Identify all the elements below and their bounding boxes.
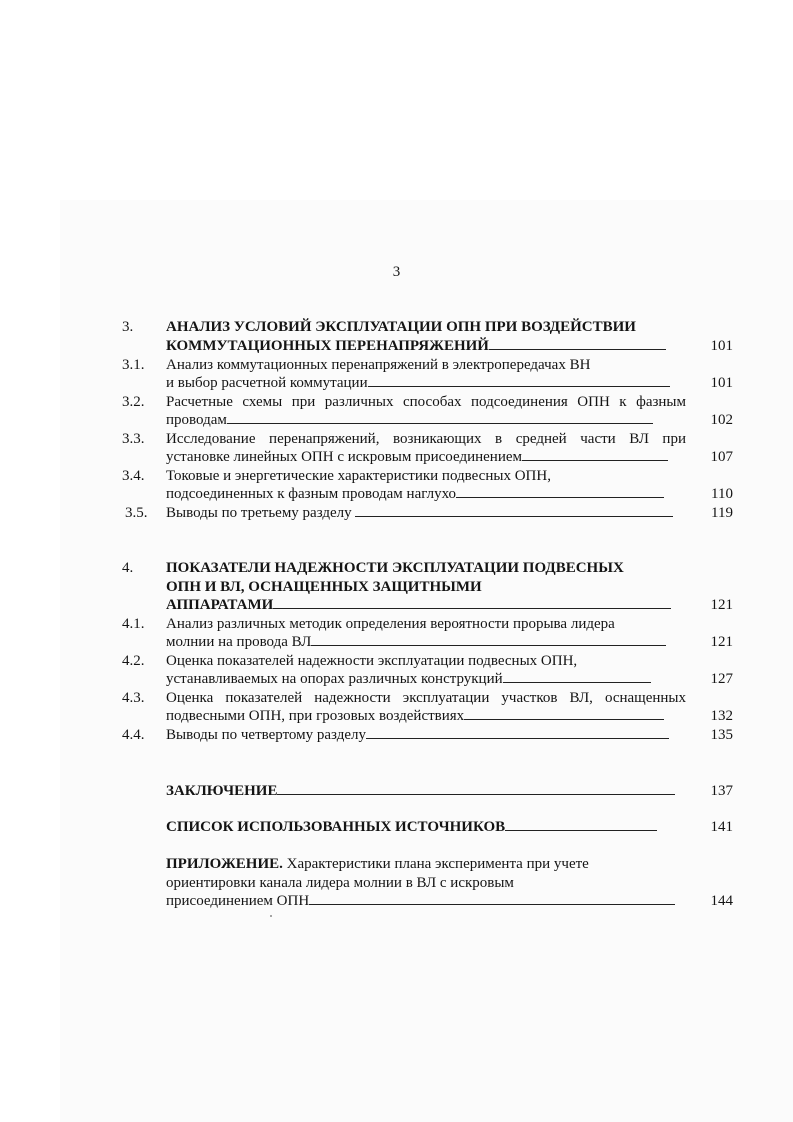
toc-appendix-line2 [0, 874, 793, 893]
toc-chapter-3-line2 [0, 337, 793, 356]
scan-speck [270, 915, 272, 917]
toc-item-4-1 [0, 615, 793, 634]
toc-chapter-title: АНАЛИЗ УСЛОВИЙ ЭКСПЛУАТАЦИИ ОПН ПРИ ВОЗДЕЙСТВИИ [166, 319, 636, 335]
toc-num: 3.1. [122, 357, 145, 373]
toc-page: 110 [711, 486, 733, 502]
leader-line [311, 633, 666, 646]
toc-conclusion [0, 782, 793, 801]
toc-page: 121 [710, 634, 733, 650]
toc-num: 4.2. [122, 653, 145, 669]
toc-entry-text: устанавливаемых на опорах различных конструкций [166, 671, 503, 687]
toc-page: 137 [710, 783, 733, 799]
toc-num: 4. [122, 560, 134, 576]
toc-entry-text: Оценка показателей надежности эксплуатации подвесных ОПН, [166, 653, 578, 669]
toc-entry-text: присоединением ОПН [166, 893, 310, 909]
toc-references [0, 818, 793, 837]
toc-item-3-5 [0, 504, 793, 523]
toc-item-3-3-cont [0, 448, 793, 467]
toc-chapter-title: СПИСОК ИСПОЛЬЗОВАННЫХ ИСТОЧНИКОВ [166, 819, 506, 835]
toc-chapter-4-line3 [0, 596, 793, 615]
toc-entry-text: установке линейных ОПН с искровым присоединением [166, 449, 523, 465]
toc-item-3-4 [0, 467, 793, 486]
toc-page: 101 [710, 375, 733, 391]
toc-num: 3.2. [122, 394, 145, 410]
toc-appendix-line3 [0, 892, 793, 911]
toc-entry-text: Анализ различных методик определения вероятности прорыва лидера [166, 616, 615, 632]
toc-item-4-3-cont [0, 707, 793, 726]
toc-chapter-4-line2 [0, 578, 793, 597]
toc-entry-text: Характеристики плана эксперимента при учете [282, 856, 589, 872]
leader-line [227, 411, 653, 424]
toc-item-4-4 [0, 726, 793, 745]
toc-entry-text: молнии на провода ВЛ [166, 634, 312, 650]
toc-entry-text: проводам [166, 412, 227, 428]
toc-chapter-title: ЗАКЛЮЧЕНИЕ [166, 783, 278, 799]
toc-item-4-2-cont [0, 670, 793, 689]
toc-num: 4.4. [122, 727, 145, 743]
toc-entry-text: Анализ коммутационных перенапряжений в электропередачах ВН [166, 357, 591, 373]
leader-line [277, 782, 675, 795]
toc-item-3-3 [0, 430, 793, 449]
leader-line [464, 707, 664, 720]
leader-line [366, 726, 669, 739]
toc-item-4-1-cont [0, 633, 793, 652]
toc-chapter-title: ПОКАЗАТЕЛИ НАДЕЖНОСТИ ЭКСПЛУАТАЦИИ ПОДВЕСНЫХ [166, 560, 624, 576]
toc-chapter-3-line1 [0, 318, 793, 337]
toc-entry-text: Токовые и энергетические характеристики подвесных ОПН, [166, 468, 551, 484]
toc-entry-text: и выбор расчетной коммутации [166, 375, 368, 391]
toc-page: 101 [710, 338, 733, 354]
toc-entry-text: подвесными ОПН, при грозовых воздействиях [166, 708, 465, 724]
toc-page: 127 [710, 671, 733, 687]
toc-item-4-3 [0, 689, 793, 708]
toc-entry-text: Выводы по третьему разделу [166, 505, 352, 521]
leader-line [505, 818, 657, 831]
toc-item-4-2 [0, 652, 793, 671]
page-number: 3 [392, 264, 401, 280]
toc-item-3-2 [0, 393, 793, 412]
toc-entry-text: Исследование перенапряжений, возникающих в средней части ВЛ при [166, 431, 686, 447]
toc-item-3-4-cont [0, 485, 793, 504]
toc-item-3-1 [0, 356, 793, 375]
toc-num: 3.3. [122, 431, 145, 447]
toc-entry-text: подсоединенных к фазным проводам наглухо [166, 486, 457, 502]
toc-entry-text: Выводы по четвертому разделу [166, 727, 366, 743]
toc-page: 141 [710, 819, 733, 835]
toc-entry-text: Оценка показателей надежности эксплуатации участков ВЛ, оснащенных [166, 690, 686, 706]
toc-entry-text: Расчетные схемы при различных способах подсоединения ОПН к фазным [166, 394, 686, 410]
toc-num: 3.5. [125, 505, 148, 521]
toc-chapter-title: КОММУТАЦИОННЫХ ПЕРЕНАПРЯЖЕНИЙ [166, 338, 489, 354]
toc-item-3-1-cont [0, 374, 793, 393]
leader-line [456, 485, 664, 498]
leader-line [522, 448, 668, 461]
toc-page: 102 [710, 412, 733, 428]
toc-page: 132 [710, 708, 733, 724]
leader-line [503, 670, 651, 683]
toc-appendix-label: ПРИЛОЖЕНИЕ. [166, 856, 283, 872]
toc-page: 135 [710, 727, 733, 743]
toc-page: 121 [710, 597, 733, 613]
toc-page: 144 [710, 893, 733, 909]
toc-page: 119 [711, 505, 733, 521]
leader-line [489, 337, 666, 350]
toc-num: 4.1. [122, 616, 145, 632]
toc-num: 3. [122, 319, 134, 335]
toc-chapter-title: АППАРАТАМИ [166, 597, 274, 613]
toc-num: 4.3. [122, 690, 145, 706]
toc-chapter-title: ОПН И ВЛ, ОСНАЩЕННЫХ ЗАЩИТНЫМИ [166, 579, 482, 595]
toc-num: 3.4. [122, 468, 145, 484]
toc-page: 107 [710, 449, 733, 465]
toc-entry-text: ориентировки канала лидера молнии в ВЛ с искровым [166, 875, 514, 891]
toc-appendix-line1 [0, 855, 793, 874]
toc-chapter-4-line1 [0, 559, 793, 578]
leader-line [355, 504, 673, 517]
leader-line [368, 374, 670, 387]
toc-item-3-2-cont [0, 411, 793, 430]
leader-line [309, 892, 675, 905]
leader-line [273, 596, 671, 609]
